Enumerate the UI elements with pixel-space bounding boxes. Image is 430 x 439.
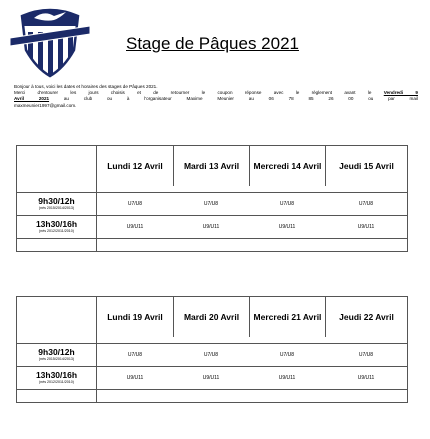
time-sub-label: (nés 2012/2011/2010) xyxy=(39,380,74,384)
time-sub-label: (nés 2015/2014/2013) xyxy=(38,206,75,210)
time-slot xyxy=(17,192,97,215)
time-slot xyxy=(17,215,97,239)
slot-cell[interactable]: U9/U11 xyxy=(97,215,173,239)
day-header: Jeudi 22 Avril xyxy=(325,297,407,337)
time-label: 9h30/12h xyxy=(38,347,75,357)
slot-cell[interactable]: U7/U8 xyxy=(249,343,325,366)
page-title: Stage de Pâques 2021 xyxy=(126,34,299,53)
club-logo xyxy=(4,2,96,78)
intro-line-1: Bonjour à tous, voici les dates et horaires des stages de Pâques 2021. xyxy=(14,84,158,89)
table-row xyxy=(17,215,407,239)
slot-cell[interactable]: U7/U8 xyxy=(249,192,325,215)
time-label: 13h30/16h xyxy=(35,370,78,380)
slot-cell[interactable]: U9/U11 xyxy=(97,366,173,390)
schedule-table-week2 xyxy=(16,296,408,403)
day-header: Mercredi 21 Avril xyxy=(249,297,325,337)
table-row xyxy=(17,192,407,215)
day-header: Mercredi 14 Avril xyxy=(249,146,325,186)
slot-cell[interactable]: U9/U11 xyxy=(173,366,249,390)
corner-cell xyxy=(17,146,97,186)
slot-cell[interactable]: U9/U11 xyxy=(325,366,407,390)
slot-cell[interactable]: U7/U8 xyxy=(173,192,249,215)
deadline-date-part1: Vendredi 9 xyxy=(383,90,418,96)
corner-cell xyxy=(17,297,97,337)
header-row xyxy=(17,297,407,337)
schedule-table-week1 xyxy=(16,145,408,252)
contact-email: maxmeunier1997@gmail.com. xyxy=(14,102,77,108)
time-label: 13h30/16h xyxy=(35,219,78,229)
time-label: 9h30/12h xyxy=(38,196,75,206)
header-row xyxy=(17,146,407,186)
intro-line-3-text: au club ou à l'organisateur Maxime Meunier au 06 78 85 26 00 ou par mail xyxy=(49,96,418,102)
slot-cell[interactable]: U9/U11 xyxy=(325,215,407,239)
time-sub-label: (nés 2012/2011/2010) xyxy=(39,229,74,233)
table-row xyxy=(17,366,407,390)
slot-cell[interactable]: U7/U8 xyxy=(173,343,249,366)
day-header: Lundi 12 Avril xyxy=(107,161,163,171)
deadline-date-part2: Avril 2021 xyxy=(14,96,50,102)
slot-cell[interactable]: U9/U11 xyxy=(173,215,249,239)
intro-line-3 xyxy=(14,96,418,102)
slot-cell[interactable]: U9/U11 xyxy=(249,215,325,239)
slot-cell[interactable]: U7/U8 xyxy=(97,343,173,366)
day-header: Mardi 13 Avril xyxy=(173,146,249,186)
day-header: Lundi 19 Avril xyxy=(107,312,163,322)
slot-cell[interactable]: U9/U11 xyxy=(249,366,325,390)
day-header: Jeudi 15 Avril xyxy=(325,146,407,186)
time-slot xyxy=(17,366,97,390)
time-slot xyxy=(17,343,97,366)
table-row xyxy=(17,343,407,366)
time-sub-label: (nés 2015/2014/2013) xyxy=(38,357,75,361)
intro-line-2-text: Merci d'entourer les jours choisis et de retourner le coupon réponse avec le règlement avant le xyxy=(14,90,384,96)
intro-text xyxy=(14,84,418,109)
slot-cell[interactable]: U7/U8 xyxy=(97,192,173,215)
slot-cell[interactable]: U7/U8 xyxy=(325,192,407,215)
day-header: Mardi 20 Avril xyxy=(173,297,249,337)
slot-cell[interactable]: U7/U8 xyxy=(325,343,407,366)
